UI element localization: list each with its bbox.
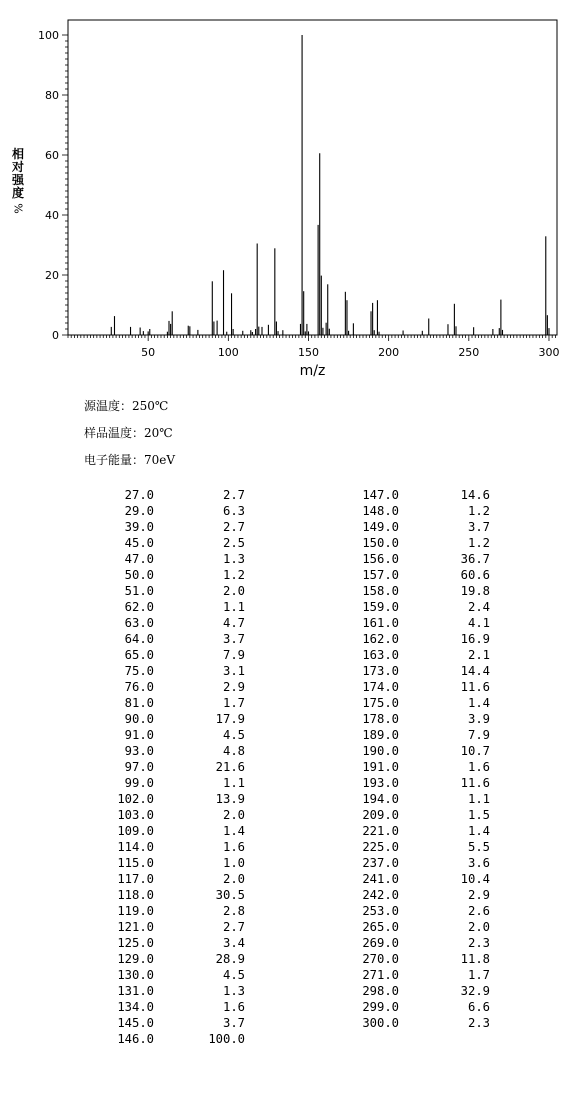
peak-mz-left: 109.0 bbox=[117, 824, 154, 838]
y-tick-label: 100 bbox=[38, 29, 59, 42]
y-tick-label: 0 bbox=[52, 329, 59, 342]
peak-mz-left: 29.0 bbox=[124, 504, 154, 518]
peak-mz-left: 118.0 bbox=[117, 888, 154, 902]
peak-intensity-right: 10.7 bbox=[460, 744, 490, 758]
peak-mz-left: 114.0 bbox=[117, 840, 154, 854]
peak-intensity-right: 2.3 bbox=[467, 1016, 490, 1030]
peak-intensity-right: 1.1 bbox=[467, 792, 490, 806]
y-tick-label: 40 bbox=[45, 209, 59, 222]
peak-intensity-right: 1.4 bbox=[467, 824, 490, 838]
peak-mz-left: 91.0 bbox=[124, 728, 154, 742]
peak-intensity-right: 19.8 bbox=[460, 584, 490, 598]
peak-mz-right: 271.0 bbox=[362, 968, 399, 982]
peak-intensity-left: 3.4 bbox=[222, 936, 245, 950]
peak-intensity-left: 1.1 bbox=[222, 776, 245, 790]
peak-mz-left: 121.0 bbox=[117, 920, 154, 934]
y-axis-label-char: 对 bbox=[11, 160, 24, 174]
peak-intensity-left: 1.3 bbox=[222, 984, 245, 998]
peak-intensity-left: 1.3 bbox=[222, 552, 245, 566]
peak-intensity-left: 21.6 bbox=[215, 760, 245, 774]
peak-mz-right: 225.0 bbox=[362, 840, 399, 854]
peak-intensity-right: 10.4 bbox=[460, 872, 490, 886]
x-tick-label: 150 bbox=[297, 346, 319, 359]
peak-mz-left: 117.0 bbox=[117, 872, 154, 886]
peak-mz-left: 47.0 bbox=[124, 552, 154, 566]
peak-intensity-right: 2.6 bbox=[467, 904, 490, 918]
peak-mz-left: 62.0 bbox=[124, 600, 154, 614]
peak-intensity-right: 11.6 bbox=[460, 776, 490, 790]
peak-intensity-left: 1.1 bbox=[222, 600, 245, 614]
peak-mz-right: 299.0 bbox=[362, 1000, 399, 1014]
source-temperature: 源温度：250℃ bbox=[84, 399, 169, 413]
peak-mz-right: 148.0 bbox=[362, 504, 399, 518]
peak-intensity-right: 11.8 bbox=[460, 952, 490, 966]
peak-intensity-right: 3.9 bbox=[467, 712, 490, 726]
peak-intensity-left: 2.7 bbox=[222, 488, 245, 502]
peak-intensity-left: 2.0 bbox=[222, 808, 245, 822]
peak-intensity-right: 1.6 bbox=[467, 760, 490, 774]
peak-mz-right: 269.0 bbox=[362, 936, 399, 950]
x-tick-label: 300 bbox=[538, 346, 560, 359]
peak-intensity-left: 7.9 bbox=[222, 648, 245, 662]
y-axis-label-char: 度 bbox=[11, 186, 24, 200]
y-tick-label: 20 bbox=[45, 269, 59, 282]
plot-frame bbox=[68, 20, 557, 335]
peak-intensity-left: 2.8 bbox=[222, 904, 245, 918]
peak-intensity-right: 1.7 bbox=[467, 968, 490, 982]
peak-mz-right: 178.0 bbox=[362, 712, 399, 726]
peak-intensity-left: 4.8 bbox=[222, 744, 245, 758]
peak-mz-left: 129.0 bbox=[117, 952, 154, 966]
x-tick-label: 100 bbox=[217, 346, 239, 359]
peak-mz-right: 221.0 bbox=[362, 824, 399, 838]
peak-intensity-left: 1.6 bbox=[222, 1000, 245, 1014]
peak-mz-left: 115.0 bbox=[117, 856, 154, 870]
peak-mz-right: 191.0 bbox=[362, 760, 399, 774]
peak-intensity-right: 14.6 bbox=[460, 488, 490, 502]
peak-mz-left: 50.0 bbox=[124, 568, 154, 582]
peak-intensity-right: 2.4 bbox=[467, 600, 490, 614]
peak-mz-left: 146.0 bbox=[117, 1032, 154, 1046]
peak-intensity-left: 28.9 bbox=[215, 952, 245, 966]
peak-intensity-right: 2.1 bbox=[467, 648, 490, 662]
peak-mz-right: 270.0 bbox=[362, 952, 399, 966]
y-axis-label-char: % bbox=[11, 203, 25, 214]
peak-intensity-right: 1.4 bbox=[467, 696, 490, 710]
peak-mz-right: 162.0 bbox=[362, 632, 399, 646]
peak-intensity-right: 3.6 bbox=[467, 856, 490, 870]
peak-intensity-right: 16.9 bbox=[460, 632, 490, 646]
peak-intensity-right: 2.3 bbox=[467, 936, 490, 950]
peak-mz-left: 93.0 bbox=[124, 744, 154, 758]
peak-mz-left: 131.0 bbox=[117, 984, 154, 998]
y-tick-label: 60 bbox=[45, 149, 59, 162]
peak-mz-right: 190.0 bbox=[362, 744, 399, 758]
peak-intensity-right: 1.5 bbox=[467, 808, 490, 822]
peak-intensity-left: 2.7 bbox=[222, 520, 245, 534]
peak-mz-right: 149.0 bbox=[362, 520, 399, 534]
peak-intensity-left: 13.9 bbox=[215, 792, 245, 806]
peak-mz-left: 134.0 bbox=[117, 1000, 154, 1014]
peak-mz-left: 63.0 bbox=[124, 616, 154, 630]
peak-mz-left: 45.0 bbox=[124, 536, 154, 550]
peak-intensity-right: 11.6 bbox=[460, 680, 490, 694]
peak-intensity-right: 1.2 bbox=[467, 504, 490, 518]
peak-mz-left: 27.0 bbox=[124, 488, 154, 502]
peak-mz-left: 51.0 bbox=[124, 584, 154, 598]
peak-mz-right: 242.0 bbox=[362, 888, 399, 902]
peak-mz-left: 119.0 bbox=[117, 904, 154, 918]
peak-intensity-left: 3.7 bbox=[222, 1016, 245, 1030]
peak-intensity-right: 6.6 bbox=[467, 1000, 490, 1014]
peak-intensity-right: 3.7 bbox=[467, 520, 490, 534]
peak-intensity-left: 1.6 bbox=[222, 840, 245, 854]
y-axis-label bbox=[10, 148, 26, 215]
peak-mz-left: 65.0 bbox=[124, 648, 154, 662]
peak-intensity-left: 2.0 bbox=[222, 584, 245, 598]
y-axis-label-char: 强 bbox=[11, 173, 24, 187]
peak-mz-left: 125.0 bbox=[117, 936, 154, 950]
peak-mz-right: 241.0 bbox=[362, 872, 399, 886]
peak-intensity-left: 1.4 bbox=[222, 824, 245, 838]
x-axis-label: m/z bbox=[299, 363, 326, 379]
peak-mz-right: 193.0 bbox=[362, 776, 399, 790]
peak-mz-right: 265.0 bbox=[362, 920, 399, 934]
peak-mz-right: 161.0 bbox=[362, 616, 399, 630]
peak-intensity-left: 4.7 bbox=[222, 616, 245, 630]
peak-mz-right: 253.0 bbox=[362, 904, 399, 918]
peak-mz-right: 174.0 bbox=[362, 680, 399, 694]
y-tick-label: 80 bbox=[45, 89, 59, 102]
peak-intensity-left: 30.5 bbox=[215, 888, 245, 902]
peak-mz-left: 103.0 bbox=[117, 808, 154, 822]
peak-mz-left: 130.0 bbox=[117, 968, 154, 982]
peak-intensity-left: 2.5 bbox=[222, 536, 245, 550]
peak-intensity-left: 4.5 bbox=[222, 728, 245, 742]
peak-intensity-right: 2.0 bbox=[467, 920, 490, 934]
peak-intensity-right: 2.9 bbox=[467, 888, 490, 902]
peak-mz-right: 147.0 bbox=[362, 488, 399, 502]
peak-intensity-right: 36.7 bbox=[460, 552, 490, 566]
peak-intensity-left: 1.2 bbox=[222, 568, 245, 582]
peak-mz-right: 237.0 bbox=[362, 856, 399, 870]
peak-mz-left: 90.0 bbox=[124, 712, 154, 726]
peak-mz-right: 157.0 bbox=[362, 568, 399, 582]
sample-temperature: 样品温度：20℃ bbox=[84, 426, 173, 440]
y-axis-label-text bbox=[10, 148, 26, 215]
x-tick-label: 200 bbox=[378, 346, 400, 359]
peak-mz-right: 173.0 bbox=[362, 664, 399, 678]
peak-mz-left: 81.0 bbox=[124, 696, 154, 710]
peak-mz-right: 158.0 bbox=[362, 584, 399, 598]
peak-intensity-right: 5.5 bbox=[467, 840, 490, 854]
peak-intensity-right: 1.2 bbox=[467, 536, 490, 550]
x-tick-label: 250 bbox=[458, 346, 480, 359]
peak-mz-right: 300.0 bbox=[362, 1016, 399, 1030]
peak-intensity-left: 2.0 bbox=[222, 872, 245, 886]
peak-mz-right: 175.0 bbox=[362, 696, 399, 710]
peak-mz-left: 145.0 bbox=[117, 1016, 154, 1030]
peak-mz-right: 209.0 bbox=[362, 808, 399, 822]
electron-energy: 电子能量：70eV bbox=[84, 453, 176, 467]
peak-intensity-left: 100.0 bbox=[208, 1032, 245, 1046]
peak-intensity-left: 6.3 bbox=[222, 504, 245, 518]
peak-intensity-left: 1.0 bbox=[222, 856, 245, 870]
peak-mz-left: 75.0 bbox=[124, 664, 154, 678]
peak-intensity-left: 2.9 bbox=[222, 680, 245, 694]
peak-mz-left: 99.0 bbox=[124, 776, 154, 790]
peak-mz-right: 159.0 bbox=[362, 600, 399, 614]
peak-intensity-right: 4.1 bbox=[467, 616, 490, 630]
peak-intensity-left: 4.5 bbox=[222, 968, 245, 982]
peak-intensity-right: 32.9 bbox=[460, 984, 490, 998]
x-tick-label: 50 bbox=[141, 346, 156, 359]
peak-mz-right: 150.0 bbox=[362, 536, 399, 550]
peak-intensity-right: 14.4 bbox=[460, 664, 490, 678]
peak-intensity-left: 2.7 bbox=[222, 920, 245, 934]
peak-intensity-left: 3.1 bbox=[222, 664, 245, 678]
peak-mz-right: 298.0 bbox=[362, 984, 399, 998]
peak-intensity-right: 60.6 bbox=[460, 568, 490, 582]
peak-intensity-right: 7.9 bbox=[467, 728, 490, 742]
peak-intensity-left: 3.7 bbox=[222, 632, 245, 646]
mass-spectrum-chart bbox=[0, 0, 570, 390]
y-axis-label-char: 相 bbox=[11, 147, 24, 161]
peak-mz-right: 194.0 bbox=[362, 792, 399, 806]
peak-mz-left: 97.0 bbox=[124, 760, 154, 774]
peak-mz-left: 76.0 bbox=[124, 680, 154, 694]
peak-mz-left: 64.0 bbox=[124, 632, 154, 646]
peak-mz-right: 189.0 bbox=[362, 728, 399, 742]
peak-mz-right: 156.0 bbox=[362, 552, 399, 566]
peak-mz-right: 163.0 bbox=[362, 648, 399, 662]
peak-intensity-left: 1.7 bbox=[222, 696, 245, 710]
peak-mz-left: 39.0 bbox=[124, 520, 154, 534]
peak-mz-left: 102.0 bbox=[117, 792, 154, 806]
peak-intensity-left: 17.9 bbox=[215, 712, 245, 726]
